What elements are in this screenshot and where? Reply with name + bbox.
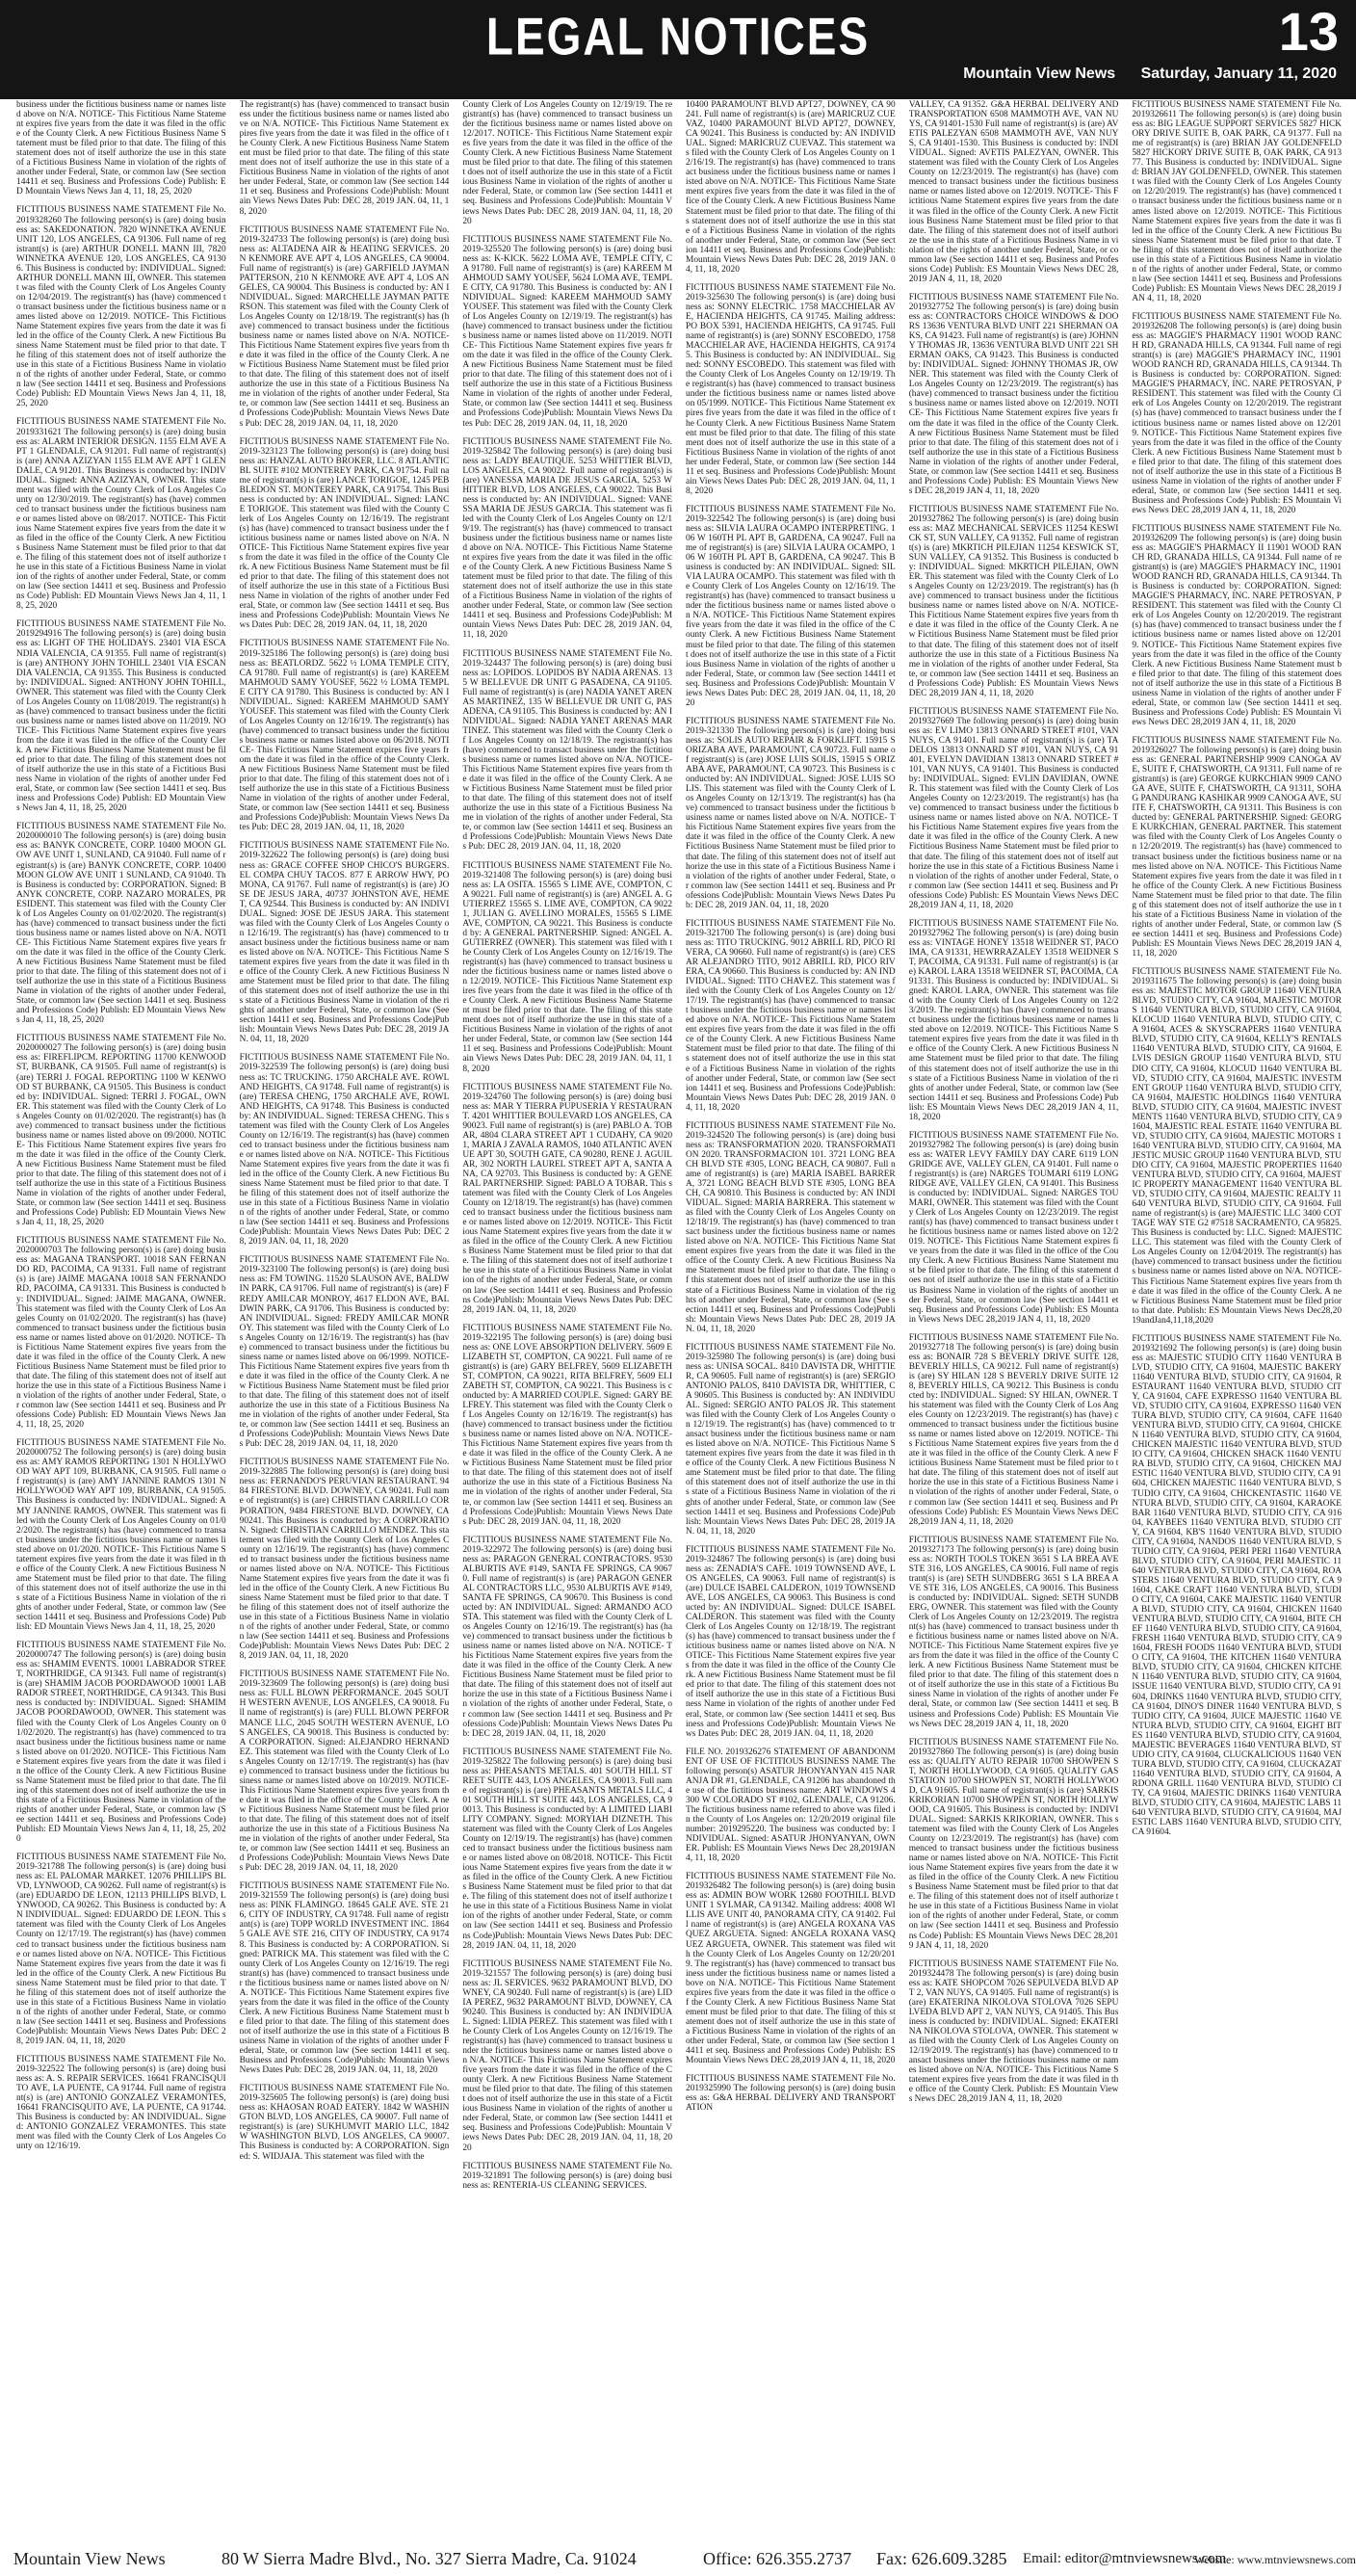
legal-notice: FICTITIOUS BUSINESS NAME STATEMENT File No. 2019-323609 The following person(s) is (are) doing business as: FULL BLOWN PERFORMANCE. 2045 SOUTH WESTERN AVENUE, LOS ANGELES, CA 90018. Full name of registrant(s) is (are) FULL BLOWN PERFORMANCE LLC, 2045 SOUTH WESTERN AVENUE, LOS ANGELES, CA 90018. This Business is conducted by: A CORPORATION. Signed: ALEJANDRO HERNANDEZ. This statement was filed with the County Clerk of Los Angeles County on 12/17/19. The registrant(s) has (have) commenced to transact business under the fictitious business name or names listed above on 10/2019. NOTICE- This Fictitious Name Statement expires five years from the date it was filed in the office of the County Clerk. A new Fictitious Business Name Statement must be filed prior to that date. The filing of this statement does not of itself authorize the use in this state of a Fictitious Business Name in violation of the rights of another under Federal, State, or common law (See section 14411 et seq. Business and Professions Code)Publish: Mountain Views News Dates Pub: DEC 28, 2019 JAN. 04, 11, 18, 2020 — [239, 1669, 450, 1874]
legal-notice: FICTITIOUS BUSINESS NAME STATEMENT File No. 2019-322972 The following person(s) is (are) doing business as: PARAGON GENERAL CONTRACTORS. 9530 ALBURTIS AVE #149, SANTA FE SPRINGS, CA 90670. Full name of registrant(s) is (are) PARAGON GENERAL CONTRACTORS LLC, 9530 ALBURTIS AVE #149, SANTA FE SPRINGS, CA 90670. This Business is conducted by: AN INDIVIDUAL. Signed: ARMANDO ACOSTA. This statement was filed with the County Clerk of Los Angeles County on 12/16/19. The registrant(s) has (have) commenced to transact business under the fictitious business name or names listed above on N/A. NOTICE- This Fictitious Name Statement expires five years from the date it was filed in the office of the County Clerk. A new Fictitious Business Name Statement must be filed prior to that date. The filing of this statement does not of itself authorize the use in this state of a Fictitious Business Name in violation of the rights of another under Federal, State, or common law (See section 14411 et seq. Business and Professions Code)Publish: Mountain Views News Dates Pub: DEC 28, 2019 JAN. 04, 11, 18, 2020 — [462, 1535, 673, 1739]
legal-notice: FICTITIOUS BUSINESS NAME STATEMENT File No. 2020000752 The following person(s) is (are) doing business as: AMY RAMOS REPORTING 1301 N HOLLYWOOD WAY APT 109, BURBANK, CA 91505. Full name of registrant(s) is (are) AMY JANNINE RAMOS 1301 N HOLLYWOOD WAY APT 109, BURBANK, CA 91505. This Business is conducted by: INDIVIDUAL. Signed: AMY JANNINE RAMOS, OWNER. This statement was filed with the County Clerk of Los Angeles County on 01/02/2020. The registrant(s) has (have) commenced to transact business under the fictitious business name or names listed above on 01/2020. NOTICE- This Fictitious Name Statement expires five years from the date it was filed in the office of the County Clerk. A new Fictitious Business Name Statement must be filed prior to that date. The filing of this statement does not of itself authorize the use in this state of a Fictitious Business Name in violation of the rights of another under Federal, State, or common law (See section 14411 et seq. Business and Professions Code) Publish: ED Mountain Views News Jan 4, 11, 18, 25, 2020 — [16, 1438, 226, 1633]
notice-column-3 — [462, 100, 672, 2536]
legal-notice: FICTITIOUS BUSINESS NAME STATEMENT File No. 2019-321788 The following person(s) is (are) doing business as: EL PALOMAR MARKET. 12076 PHILLIPS BLVD, LYNWOOD, CA 90262. Full name of registrant(s) is (are) EDUARDO DE LEON, 12113 PHILLIPS BLVD, LYNWOOD, CA 90262. This Business is conducted by: AN INDIVIDUAL. Signed: EDUARDO DE LEON. This statement was filed with the County Clerk of Los Angeles County on 12/17/19. The registrant(s) has (have) commenced to transact business under the fictitious business name or names listed above on N/A. NOTICE- This Fictitious Name Statement expires five years from the date it was filed in the office of the County Clerk. A new Fictitious Business Name Statement must be filed prior to that date. The filing of this statement does not of itself authorize the use in this state of a Fictitious Business Name in violation of the rights of another under Federal, State, or common law (See section 14411 et seq. Business and Professions Code)Publish: Mountain Views News Dates Pub: DEC 28, 2019 JAN. 04, 11, 18, 2020 — [16, 1853, 226, 2046]
legal-notice: FICTITIOUS BUSINESS NAME STATEMENT File No. 2019326611 The following person(s) is (are) doing business as: BIG LEAGUE SUPPORT SERVICES 5827 HICKORY DRIVE SUITE B, OAK PARK, CA 91377. Full name of registrant(s) is (are) BRIAN JAY GOLDENFELD 5827 HICKORY DRIVE SUITE B, OAK PARK, CA 91377. This Business is conducted by: INDIVIDUAL. Signed: BRIAN JAY GOLDENFELD, OWNER. This statement was filed with the County Clerk of Los Angeles County on 12/20/2019. The registrant(s) has (have) commenced to transact business under the fictitious business name or names listed above on 12/2019. NOTICE- This Fictitious Name Statement expires five years from the date it was filed in the office of the County Clerk. A new Fictitious Business Name Statement must be filed prior to that date. The filing of this statement does not of itself authorize the use in this state of a Fictitious Business Name in violation of the rights of another under Federal, State, or common law (See section 14411 et seq. Business and Professions Code) Publish: ES Mountain Views News DEC 28,2019 JAN 4, 11, 18, 2020 — [1132, 100, 1343, 303]
legal-notice: FICTITIOUS BUSINESS NAME STATEMENT File No. 2019-325186 The following person(s) is (are) doing business as: BEATLORDZ. 5622 ½ LOMA TEMPLE CITY, CA 91780. Full name of registrant(s) is (are) KAREEM MAHMOUD SAMY YOUSEF, 5622 ½ LOMA TEMPLE CITY CA 91780. This Business is conducted by: AN INDIVIDUAL. Signed: KAREEM MAHMOUD SAMY YOUSEF. This statement was filed with the County Clerk of Los Angeles County on 12/16/19. The registrant(s) has (have) commenced to transact business under the fictitious business name or names listed above on 06/2018. NOTICE- This Fictitious Name Statement expires five years from the date it was filed in the office of the County Clerk. A new Fictitious Business Name Statement must be filed prior to that date. The filing of this statement does not of itself authorize the use in this state of a Fictitious Business Name in violation of the rights of another under Federal, State, or common law (See section 14411 et seq. Business and Professions Code)Publish: Mountain Views News Dates Pub: DEC 28, 2019 JAN. 04, 11, 18, 2020 — [239, 639, 450, 833]
legal-notice: FICTITIOUS BUSINESS NAME STATEMENT File No. 2019326209 The following person(s) is (are) doing business as: MAGGIE'S PHARMACY II 11901 WOOD RANCH RD, GRANADA HILLS, CA 91344. Full name of registrant(s) is (are) MAGGIE'S PHARMACY INC, 11901 WOOD RANCH RD, GRANADA HILLS, CA 91344. This Business is conducted by: CORPORATION. Signed: MAGGIE'S PHARMACY, INC. NARE PETROSYAN, PRESIDENT. This statement was filed with the County Clerk of Los Angeles County on 12/20/2019. The registrant(s) has (have) commenced to transact business under the fictitious business name or names listed above on 12/2019. NOTICE- This Fictitious Name Statement expires five years from the date it was filed in the office of the County Clerk. A new Fictitious Business Name Statement must be filed prior to that date. The filing of this statement does not of itself authorize the use in this state of a Fictitious Business Name in violation of the rights of another under Federal, State, or common law (See section 14411 et seq. Business and Professions Code) Publish: ES Mountain Views News DEC 28,2019 JAN 4, 11, 18, 2020 — [1132, 523, 1343, 727]
legal-notice: The registrant(s) has (have) commenced to transact business under the fictitious business name or names listed above on N/A. NOTICE- This Fictitious Name Statement expires five years from the date it was filed in the office of the County Clerk. A new Fictitious Business Name Statement must be filed prior to that date. The filing of this statement does not of itself authorize the use in this state of a Fictitious Business Name in violation of the rights of another under Federal, State, or common law (See section 14411 et seq. Business and Professions Code)Publish: Mountain Views News Dates Pub: DEC 28, 2019 JAN. 04, 11, 18, 2020 — [239, 100, 450, 217]
legal-notice: FICTITIOUS BUSINESS NAME STATEMENT File No. 2019-324867 The following person(s) is (are) doing business as: ZENADIA'S CAFE. 1019 TOWNSEND AVE, LOS ANGELES, CA 90063. Full name of registrant(s) is (are) DULCE ISABEL CALDERON, 1019 TOWNSEND AVE, LOS ANGELES, CA 90063. This Business is conducted by: AN INDIVIDUAL. Signed: DULCE ISABEL CALDERON. This statement was filed with the County Clerk of Los Angeles County on 12/18/19. The registrant(s) has (have) commenced to transact business under the fictitious business name or names listed above on N/A. NOTICE- This Fictitious Name Statement expires five years from the date it was filed in the office of the County Clerk. A new Fictitious Business Name Statement must be filed prior to that date. The filing of this statement does not of itself authorize the use in this state of a Fictitious Business Name in violation of the rights of another under Federal, State, or common law (See section 14411 et seq. Business and Professions Code)Publish: Mountain Views News Dates Pub: DEC 28, 2019 JAN. 04, 11, 18, 2020 — [686, 1544, 896, 1739]
legal-notice: FICTITIOUS BUSINESS NAME STATEMENT File No. 2019-324437 The following person(s) is (are) doing business as: LOPIDOS. LOPIDOS BY NADIA ARENAS. 135 W BELLEVUE DR UNIT G PASADENA, CA 91105. Full name of registrant(s) is (are) NADIA YANET ARENAS MARTINEZ, 135 W BELLEVUE DR UNIT G, PASADENA, CA 91105. This Business is conducted by: AN INDIVIDUAL. Signed: NADIA YANET ARENAS MARTINEZ. This statement was filed with the County Clerk of Los Angeles County on 12/18/19. The registrant(s) has (have) commenced to transact business under the fictitious business name or names listed above on N/A. NOTICE- This Fictitious Name Statement expires five years from the date it was filed in the office of the County Clerk. A new Fictitious Business Name Statement must be filed prior to that date. The filing of this statement does not of itself authorize the use in this state of a Fictitious Business Name in violation of the rights of another under Federal, State, or common law (See section 14411 et seq. Business and Professions Code)Publish: Mountain Views News Dates Pub: DEC 28, 2019 JAN. 04, 11, 18, 2020 — [462, 648, 673, 853]
legal-notice: FICTITIOUS BUSINESS NAME STATEMENT File No. 2019325990 The following person(s) is (are) doing business as: G&A HERBAL DELIVERY AND TRANSPORTATION — [686, 2074, 896, 2114]
legal-notice: FICTITIOUS BUSINESS NAME STATEMENT File No. 2019-321408 The following person(s) is (are) doing business as: LA OSITA. 15565 S LIME AVE, COMPTON, CA 90221. Full name of registrant(s) is (are) ANGEL A. GUTIERREZ 15565 S. LIME AVE, COMPTON, CA 90221, JULIAN G. AVELLINO MORALES, 15565 S LIME AVE, COMPTON, CA 90221. This Business is conducted by: A GENERAL PARTNERSHIP. Signed: ANGEL A. GUTIERREZ (OWNER). This statement was filed with the County Clerk of Los Angeles County on 12/16/19. The registrant(s) has (have) commenced to transact business under the fictitious business name or names listed above on 12/2019. NOTICE- This Fictitious Name Statement expires five years from the date it was filed in the office of the County Clerk. A new Fictitious Business Name Statement must be filed prior to that date. The filing of this statement does not of itself authorize the use in this state of a Fictitious Business Name in violation of the rights of another under Federal, State, or common law (See section 14411 et seq. Business and Professions Code)Publish: Mountain Views News Dates Pub: DEC 28, 2019 JAN. 04, 11, 18, 2020 — [462, 860, 673, 1074]
notice-column-2 — [240, 100, 450, 2536]
legal-notice: 10400 PARAMOUNT BLVD APT27, DOWNEY, CA 90241. Full name of registrant(s) is (are) MARICRUZ CUEVAZ, 10400 PARAMOUNT BLVD APT27, DOWNEY, CA 90241. This Business is conducted by: AN INDIVIDUAL. Signed: MARICRUZ CUEVAZ. This statement was filed with the County Clerk of Los Angeles County on 12/16/19. The registrant(s) has (have) commenced to transact business under the fictitious business name or names listed above on N/A. NOTICE- This Fictitious Name Statement expires five years from the date it was filed in the office of the County Clerk. A new Fictitious Business Name Statement must be filed prior to that date. The filing of this statement does not of itself authorize the use in this state of a Fictitious Business Name in violation of the rights of another under Federal, State, or common law (See section 14411 et seq. Business and Professions Code)Publish: Mountain Views News Dates Pub: DEC 28, 2019 JAN. 04, 11, 18, 2020 — [686, 100, 896, 275]
issue-date: Saturday, January 11, 2020 — [1140, 66, 1337, 82]
legal-notice: FICTITIOUS BUSINESS NAME STATEMENT File No. 2019328260 The following person(s) is (are) doing business as: SAKEDONATION. 7820 WINNETKA AVENUE UNIT 120, LOS ANGELES, CA 91306. Full name of registrant(s) is (are) ARTHUR DONELL MANN III, 7820 WINNETKA AVENUE 120, LOS ANGELES, CA 91306. This Business is conducted by: INDIVIDUAL. Signed: ARTHUR DONELL MANN III, OWNER. This statement was filed with the County Clerk of Los Angeles County on 12/04/2019. The registrant(s) has (have) commenced to transact business under the fictitious business name or names listed above on 12/2019. NOTICE- This Fictitious Name Statement expires five years from the date it was filed in the office of the County Clerk. A new Fictitious Business Name Statement must be filed prior to that date. The filing of this statement does not of itself authorize the use in this state of a Fictitious Business Name in violation of the rights of another under Federal, State, or common law (See section 14411 et seq. Business and Professions Code) Publish: ED Mountain Views News Jan 4, 11, 18, 25, 2020 — [16, 205, 226, 409]
legal-notice: FICTITIOUS BUSINESS NAME STATEMENT File No. 2019327669 The following person(s) is (are) doing business as: EV LIMO 13813 ONNARD STREET #101, VAN NUYS, CA 91401. Full name of registrant(s) is (are) TADELOS 13813 ONNARD ST #101, VAN NUYS, CA 91401, EVELYN DAVIDIAN 13813 ONNARD STREET #101, VAN NUYS, CA 91401. This Business is conducted by: INDIVIDUAL. Signed: EVLIN DAVIDIAN, OWNER. This statement was filed with the County Clerk of Los Angeles County on 12/23/2019. The registrant(s) has (have) commenced to transact business under the fictitious business name or names listed above on N/A. NOTICE- This Fictitious Name Statement expires five years from the date it was filed in the office of the County Clerk. A new Fictitious Business Name Statement must be filed prior to that date. The filing of this statement does not of itself authorize the use in this state of a Fictitious Business Name in violation of the rights of another under Federal, State, or common law (See section 14411 et seq. Business and Professions Code) Publish: ES Mountain Views News DEC 28,2019 JAN 4, 11, 18, 2020 — [908, 706, 1119, 910]
legal-notice: FICTITIOUS BUSINESS NAME STATEMENT File No. 2019-322885 The following person(s) is (are) doing business as: FERNANDO'S PERUVIAN RESTAURANT. 9484 FIRESTONE BLVD. DOWNEY, CA 90241. Full name of registrant(s) is (are) CHRISTIAN CARRILLO CORPORATION, 9484 FIRESTONE BLVD. DOWNEY, CA 90241. This Business is conducted by: A CORPORATION. Signed: CHRISTIAN CARRILLO MENDEZ. This statement was filed with the County Clerk of Los Angeles County on 12/16/19. The registrant(s) has (have) commenced to transact business under the fictitious business name or names listed above on N/A. NOTICE- This Fictitious Name Statement expires five years from the date it was filed in the office of the County Clerk. A new Fictitious Business Name Statement must be filed prior to that date. The filing of this statement does not of itself authorize the use in this state of a Fictitious Business Name in violation of the rights of another under Federal, State, or common law (See section 14411 et seq. Business and Professions Code)Publish: Mountain Views News Dates Pub: DEC 28, 2019 JAN. 04, 11, 18, 2020 — [239, 1458, 450, 1662]
legal-notice: FICTITIOUS BUSINESS NAME STATEMENT File No. 2019-325630 The following person(s) is (are) doing business as: SONNY ELECTRIC. 1758 MACCHIELAR AVE, HACIENDA HEIGHTS, CA 91745. Mailing address: PO BOX 5391, HACIENDA HEIGHTS, CA 91745. Full name of registrant(s) is (are) SONNY ESCOBEDO, 1758 MACCHIELAR AVE, HACIENDA HEIGHTS, CA 91745. This Business is conducted by: AN INDIVIDUAL. Signed: SONNY ESCOBEDO. This statement was filed with the County Clerk of Los Angeles County on 12/19/19. The registrant(s) has (have) commenced to transact business under the fictitious business name or names listed above on 05/1999. NOTICE- This Fictitious Name Statement expires five years from the date it was filed in the office of the County Clerk. A new Fictitious Business Name Statement must be filed prior to that date. The filing of this statement does not of itself authorize the use in this state of a Fictitious Business Name in violation of the rights of another under Federal, State, or common law (See section 14411 et seq. Business and Professions Code)Publish: Mountain Views News Dates Pub: DEC 28, 2019 JAN. 04, 11, 18, 2020 — [686, 282, 896, 496]
legal-notice: FICTITIOUS BUSINESS NAME STATEMENT File No. 2019327962 The following person(s) is (are) doing business as: VINTAGE HONEY 13518 WEIDNER ST, PACOIMA, CA 91331, HEWRRAZALEY 13518 WEIDNER ST, PACOIMA, CA 91331. Full name of registrant(s) is (are) KAROL LARA 13518 WEIDNER ST, PACOIMA, CA 91331. This Business is conducted by: INDIVIDUAL. Signed: KAROL LARA, OWNER. This statement was filed with the County Clerk of Los Angeles County on 12/23/2019. The registrant(s) has (have) commenced to transact business under the fictitious business name or names listed above on 12/2019. NOTICE- This Fictitious Name Statement expires five years from the date it was filed in the office of the County Clerk. A new Fictitious Business Name Statement must be filed prior to that date. The filing of this statement does not of itself authorize the use in this state of a Fictitious Business Name in violation of the rights of another under Federal, State, or common law (See section 14411 et seq. Business and Professions Code) Publish: ES Mountain Views News DEC 28,2019 JAN 4, 11, 18, 2020 — [908, 918, 1119, 1122]
legal-notice: FICTITIOUS BUSINESS NAME STATEMENT File No. 2019-322195 The following person(s) is (are) doing business as: ONE LOVE ABSORPTION DELIVERY. 5609 ELIZABETH ST, COMPTON, CA 90221. Full name of registrant(s) is (are) GARY BELFREY, 5609 ELIZABETH ST, COMPTON, CA 90221, RITA BELFREY, 5609 ELIZABETH ST, COMPTON, CA 90221. This Business is conducted by: A MARRIED COUPLE. Signed: GARY BELFREY. This statement was filed with the County Clerk of Los Angeles County on 12/16/19. The registrant(s) has (have) commenced to transact business under the fictitious business name or names listed above on N/A. NOTICE- This Fictitious Name Statement expires five years from the date it was filed in the office of the County Clerk. A new Fictitious Business Name Statement must be filed prior to that date. The filing of this statement does not of itself authorize the use in this state of a Fictitious Business Name in violation of the rights of another under Federal, State, or common law (See section 14411 et seq. Business and Professions Code)Publish: Mountain Views News Dates Pub: DEC 28, 2019 JAN. 04, 11, 18, 2020 — [462, 1323, 673, 1527]
legal-notice: FICTITIOUS BUSINESS NAME STATEMENT File No. 2019327173 The following person(s) is (are) doing business as: NORTH TOOLS TOKEN 3651 S LA BREA AVE STE 316, LOS ANGELES, CA 90016. Full name of registrant(s) is (are) SETH SUNDBERG 3651 S LA BREA AVE STE 316, LOS ANGELES, CA 90016. This Business is conducted by: INDIVIDUAL. Signed: SETH SUNDBERG, OWNER. This statement was filed with the County Clerk of Los Angeles County on 12/23/2019. The registrant(s) has (have) commenced to transact business under the fictitious business name or names listed above on N/A. NOTICE- This Fictitious Name Statement expires five years from the date it was filed in the office of the County Clerk. A new Fictitious Business Name Statement must be filed prior to that date. The filing of this statement does not of itself authorize the use in this state of a Fictitious Business Name in violation of the rights of another under Federal, State, or common law (See section 14411 et seq. Business and Professions Code) Publish: ES Mountain Views News DEC 28,2019 JAN 4, 11, 18, 2020 — [908, 1535, 1119, 1729]
legal-notice: FICTITIOUS BUSINESS NAME STATEMENT File No. 2020000027 The following person(s) is (are) doing business as: FIREFLIPCM. REPORTING 11700 KENWOOD ST, BURBANK, CA 91505. Full name of registrant(s) is (are) TERRI J. FOGAL REPORTING 1100 W KENWOOD ST BURBANK, CA 91505. This Business is conducted by: INDIVIDUAL. Signed: TERRI J. FOGAL, OWNER. This statement was filed with the County Clerk of Los Angeles County on 01/02/2020. The registrant(s) has (have) commenced to transact business under the fictitious business name or names listed above on 09/2000. NOTICE- This Fictitious Name Statement expires five years from the date it was filed in the office of the County Clerk. A new Fictitious Business Name Statement must be filed prior to that date. The filing of this statement does not of itself authorize the use in this state of a Fictitious Business Name in violation of the rights of another under Federal, State, or common law (See section 14411 et seq. Business and Professions Code) Publish: ED Mountain Views News Jan 4, 11, 18, 25, 2020 — [16, 1034, 226, 1228]
legal-notice: FICTITIOUS BUSINESS NAME STATEMENT File No. 2019-324733 The following person(s) is (are) doing business as: ALTADENA AIR & HEATING SERVICES. 20 N KENMORE AVE APT 4, LOS ANGELES, CA 90004. Full name of registrant(s) is (are) GARFIELD JAYMAN PATTERSON, 210 N KENMORE AVE APT 4, LOS ANGELES, CA 90004. This Business is conducted by: AN INDIVIDUAL. Signed: MARCHELLE JAYMAN PATTERSON. This statement was filed with the County Clerk of Los Angeles County on 12/18/19. The registrant(s) has (have) commenced to transact business under the fictitious business name or names listed above on N/A. NOTICE- This Fictitious Name Statement expires five years from the date it was filed in the office of the County Clerk. A new Fictitious Business Name Statement must be filed prior to that date. The filing of this statement does not of itself authorize the use in this state of a Fictitious Business Name in violation of the rights of another under Federal, State, or common law (See section 14411 et seq. Business and Professions Code)Publish: Mountain Views News Dates Pub: DEC 28, 2019 JAN. 04, 11, 18, 2020 — [239, 224, 450, 429]
section-title: LEGAL NOTICES — [485, 7, 871, 66]
masthead-banner — [0, 0, 1356, 99]
notice-column-5 — [909, 100, 1119, 2536]
footer-website[interactable]: Website: www.mtnviewsnews.com — [1194, 2553, 1356, 2566]
legal-notice: FICTITIOUS BUSINESS NAME STATEMENT File No. 2019-322522 The following person(s) is (are) doing business as: A. S. REPAIR SERVICES. 16641 FRANCISQUITO AVE, LA PUENTE, CA 91744. Full name of registrant(s) is (are) ANTONIO GONZALEZ VERAMONTES, 16641 FRANCISQUITO AVE, LA PUENTE, CA 91744. This Business is conducted by: AN INDIVIDUAL. Signed: ANTONIO GONZALEZ VERAMONTES. This statement was filed with the County Clerk of Los Angeles County on 12/16/19. — [16, 2055, 226, 2152]
legal-notice: FICTITIOUS BUSINESS NAME STATEMENT File No. 2019327718 The following person(s) is (are) doing business as: BONAIR 728 S BEVERLY DRIVE SUITE 128, BEVERLY HILLS, CA 90212. Full name of registrant(s) is (are) SY HILAN 128 S BEVERLY DRIVE SUITE 128, BEVERLY HILLS, CA 90212. This Business is conducted by: INDIVIDUAL. Signed: SY HILAN, OWNER. This statement was filed with the County Clerk of Los Angeles County on 12/23/2019. The registrant(s) has (have) commenced to transact business under the fictitious business name or names listed above on 12/2019. NOTICE- This Fictitious Name Statement expires five years from the date it was filed in the office of the County Clerk. A new Fictitious Business Name Statement must be filed prior to that date. The filing of this statement does not of itself authorize the use in this state of a Fictitious Business Name in violation of the rights of another under Federal, State, or common law (See section 14411 et seq. Business and Professions Code) Publish: ES Mountain Views News DEC 28,2019 JAN 4, 11, 18, 2020 — [908, 1332, 1119, 1527]
legal-notice: FICTITIOUS BUSINESS NAME STATEMENT File No. 2019311675 The following person(s) is (are) doing business as: MAJESTIC MOTOR GROUP 11640 VENTURA BLVD, STUDIO CITY, CA 91604, MAJESTIC MOTORS 11640 VENTURA BLVD, STUDIO CITY, CA 91604, KLOCUD 11640 VENTURA BLVD, STUDIO CITY, CA 91604, ACES & SKYSCRAPERS 11640 VENTURA BLVD, STUDIO CITY, CA 91604, KELLY'S RENTALS 11640 VENTURA BLVD, STUDIO CITY, CA 91604, ELVIS DESIGN GROUP 11640 VENTURA BLVD, STUDIO CITY, CA 91604, KLOCUD 11640 VENTURA BLVD, STUDIO CITY, CA 91604, MAJESTIC INVESTMENT GROUP 11640 VENTURA BLVD, STUDIO CITY, CA 91604, MAJESTIC HOLDINGS 11640 VENTURA BLVD, STUDIO CITY, CA 91604, MAJESTIC INVESTMENTS 11640 VENTURA BLVD, STUDIO CITY, CA 91604, MAJESTIC REAL ESTATE 11640 VENTURA BLVD, STUDIO CITY, CA 91604, MAJESTIC MOTORS 11640 VENTURA BLVD, STUDIO CITY, CA 91604, MAJESTIC MUSIC GROUP 11640 VENTURA BLVD, STUDIO CITY, CA 91604, MAJESTIC PROPERTIES 11640 VENTURA BLVD, STUDIO CITY, CA 91604, MAJESTIC PROPERTY MANAGEMENT 11640 VENTURA BLVD, STUDIO CITY, CA 91604, MAJESTIC REALTY 11640 VENTURA BLVD, STUDIO CITY, CA 91604. Full name of registrant(s) is (are) MAJESTIC LLC 3400 COTTAGE WAY STE G2 #7518 SACRAMENTO, CA 95825. This Business is conducted by: LLC. Signed: MAJESTIC LLC. This statement was filed with the County Clerk of Los Angeles County on 12/04/2019. The registrant(s) has (have) commenced to transact business under the fictitious business name or names listed above on N/A. NOTICE- This Fictitious Name Statement expires five years from the date it was filed in the office of the County Clerk. A new Fictitious Business Name Statement must be filed prior to that date. Publish: ES Mountain Views News Dec28,2019andJan4,11,18,2020 — [1132, 967, 1343, 1326]
legal-notice: FICTITIOUS BUSINESS NAME STATEMENT File No. 2019-322542 The following person(s) is (are) doing business as: SILVIA LAURA OCAMPO INTERPRETING. 106 W 160TH PL APT B, GARDENA, CA 90247. Full name of registrant(s) is (are) SILVIA LAURA OCAMPO, 106 W 160TH PL APT B, GARDENA, CA 90247. This Business is conducted by: AN INDIVIDUAL. Signed: SILVIA LAURA OCAMPO. This statement was filed with the County Clerk of Los Angeles County on 12/16/19. The registrant(s) has (have) commenced to transact business under the fictitious business name or names listed above on N/A. NOTICE- This Fictitious Name Statement expires five years from the date it was filed in the office of the County Clerk. A new Fictitious Business Name Statement must be filed prior to that date. The filing of this statement does not of itself authorize the use in this state of a Fictitious Business Name in violation of the rights of another under Federal, State, or common law (See section 14411 et seq. Business and Professions Code)Publish: Mountain Views News Dates Pub: DEC 28, 2019 JAN. 04, 11, 18, 2020 — [686, 504, 896, 708]
legal-notice: FICTITIOUS BUSINESS NAME STATEMENT File No. 2019331621 The following person(s) is (are) doing business as: ALARM INTERIOR DESIGN. 1155 ELM AVE APT 1 GLENDALE, CA 91201. Full name of registrant(s) is (are) ANNA AZIZYAN 1155 ELM AVE APT 1 GLENDALE, CA 91201. This Business is conducted by: INDIVIDUAL. Signed: ANNA AZIZYAN, OWNER. This statement was filed with the County Clerk of Los Angeles County on 12/30/2019. The registrant(s) has (have) commenced to transact business under the fictitious business name or names listed above on 08/2017. NOTICE- This Fictitious Name Statement expires five years from the date it was filed in the office of the County Clerk. A new Fictitious Business Name Statement must be filed prior to that date. The filing of this statement does not of itself authorize the use in this state of a Fictitious Business Name in violation of the rights of another under Federal, State, or common law (See section 14411 et seq. Business and Professions Code) Publish: ED Mountain Views News Jan 4, 11, 18, 25, 2020 — [16, 417, 226, 612]
legal-notice: FICTITIOUS BUSINESS NAME STATEMENT File No. 2019-321700 The following person(s) is (are) doing business as: TITO TRUCKING. 9012 ABRILL RD, PICO RIVERA, CA 90660. Full name of registrant(s) is (are) CESAR ALEJANDRO TITO, 9012 ABRILL RD, PICO RIVERA, CA 90660. This Business is conducted by: AN INDIVIDUAL. Signed: TITO CHAVEZ. This statement was filed with the County Clerk of Los Angeles County on 12/17/19. The registrant(s) has (have) commenced to transact business under the fictitious business name or names listed above on N/A. NOTICE- This Fictitious Name Statement expires five years from the date it was filed in the office of the County Clerk. A new Fictitious Business Name Statement must be filed prior to that date. The filing of this statement does not of itself authorize the use in this state of a Fictitious Business Name in violation of the rights of another under Federal, State, or common law (See section 14411 et seq. Business and Professions Code)Publish: Mountain Views News Dates Pub: DEC 28, 2019 JAN. 04, 11, 18, 2020 — [686, 918, 896, 1113]
notice-column-4 — [686, 100, 896, 2536]
footer-paper-name: Mountain View News — [13, 2549, 166, 2568]
legal-notice: FICTITIOUS BUSINESS NAME STATEMENT File No. 2019326482 The following person(s) is (are) doing business as: ADMIN BOW WORK 12680 FOOTHILL BLVD UNIT 1 SYLMAR, CA 91342. Mailing address: 4008 WILLIS AVE UNIT 40, PANORAMA CITY, CA 91402. Full name of registrant(s) is (are) ANGELA ROXANA VASQUEZ ARGUETA. Signed: ANGELA ROXANA VASQUEZ ARGUETA, OWNER. This statement was filed with the County Clerk of Los Angeles County on 12/20/2019. The registrant(s) has (have) commenced to transact business under the fictitious business name or names listed above on N/A. NOTICE- This Fictitious Name Statement expires five years from the date it was filed in the office of the County Clerk. A new Fictitious Business Name Statement must be filed prior to that date. The filing of this statement does not of itself authorize the use in this state of a Fictitious Business Name in violation of the rights of another under Federal, State, or common law (See section 14411 et seq. Business and Professions Code) Publish: ES Mountain Views News DEC 28,2019 JAN 4, 11, 18, 2020 — [686, 1872, 896, 2066]
legal-notice: FICTITIOUS BUSINESS NAME STATEMENT File No. 2019-325605 The following person(s) is (are) doing business as: KHAOSAN ROAD EATERY. 1842 W WASHINGTON BLVD, LOS ANGELES, CA 90007. Full name of registrant(s) is (are) SUKHUMVIT MARIO LLC, 1842 W WASHINGTON BLVD, LOS ANGELES, CA 90007. This Business is conducted by: A CORPORATION. Signed: S. WIDJAJA. This statement was filed with the — [239, 2084, 450, 2162]
legal-notice: FICTITIOUS BUSINESS NAME STATEMENT File No. 2019-323123 The following person(s) is (are) doing business as: HANZAL AUTO BROKER, LLC. 8 ATLANTIC BL SUITE #102 MONTEREY PARK, CA 91754. Full name of registrant(s) is (are) LANCE TORIGOE, 1245 PEBBLEDON ST. MONTEREY PARK, CA 91754. This Business is conducted by: AN INDIVIDUAL. Signed: LANCE TORIGOE. This statement was filed with the County Clerk of Los Angeles County on 12/16/19. The registrant(s) has (have) commenced to transact business under the fictitious business name or names listed above on N/A. NOTICE- This Fictitious Name Statement expires five years from the date it was filed in the office of the County Clerk. A new Fictitious Business Name Statement must be filed prior to that date. The filing of this statement does not of itself authorize the use in this state of a Fictitious Business Name in violation of the rights of another under Federal, State, or common law (See section 14411 et seq. Business and Professions Code)Publish: Mountain Views News Dates Pub: DEC 28, 2019 JAN. 04, 11, 18, 2020 — [239, 436, 450, 631]
legal-notice: FICTITIOUS BUSINESS NAME STATEMENT File No. 2019324478 The following person(s) is (are) doing business as: KATE SHOPCOM 7026 SEPULVEDA BLVD APT 2, VAN NUYS, CA 91405. Full name of registrant(s) is (are) EKATERINA NIKOLOVA STOLOVA 7026 SEPULVEDA BLVD APT 2, VAN NUYS, CA 91405. This Business is conducted by: INDIVIDUAL. Signed: EKATERINA NIKOLOVA STOLOVA, OWNER. This statement was filed with the County Clerk of Los Angeles County on 12/19/2019. The registrant(s) has (have) commenced to transact business under the fictitious business name or names listed above on N/A. NOTICE- This Fictitious Name Statement expires five years from the date it was filed in the office of the County Clerk. Publish: ES Mountain Views News DEC 28,2019 JAN 4, 11, 18, 2020 — [908, 1958, 1119, 2105]
notice-column-6 — [1132, 100, 1342, 2536]
legal-notice: FICTITIOUS BUSINESS NAME STATEMENT File No. 2019-325980 The following person(s) is (are) doing business as: UNISA SOCAL. 8410 DAVISTA DR, WHITTIER, CA 90605. Full name of registrant(s) is (are) SERGIO ANTONIO PALOS, 8410 DAVISTA DR, WHITTIER, CA 90605. This Business is conducted by: AN INDIVIDUAL. Signed: SERGIO ANTO PALOS JR. This statement was filed with the County Clerk of Los Angeles County on 12/19/19. The registrant(s) has (have) commenced to transact business under the fictitious business name or names listed above on N/A. NOTICE- This Fictitious Name Statement expires five years from the date it was filed in the office of the County Clerk. A new Fictitious Business Name Statement must be filed prior to that date. The filing of this statement does not of itself authorize the use in this state of a Fictitious Business Name in violation of the rights of another under Federal, State, or common law (See section 14411 et seq. Business and Professions Code)Publish: Mountain Views News Dates Pub: DEC 28, 2019 JAN. 04, 11, 18, 2020 — [686, 1342, 896, 1537]
legal-notice: FICTITIOUS BUSINESS NAME STATEMENT File No. 2020000703 The following person(s) is (are) doing business as: MAGANA TRANSPORT. 10018 SAN FERNANDO RD, PACOIMA, CA 91331. Full name of registrant(s) is (are) JAIME MAGANA 10018 SAN FERNANDO RD, PACOIMA, CA 91331. This Business is conducted by: INDIVIDUAL. Signed: JAIME MAGANA, OWNER. This statement was filed with the County Clerk of Los Angeles County on 01/02/2020. The registrant(s) has (have) commenced to transact business under the fictitious business name or names listed above on 01/2020. NOTICE- This Fictitious Name Statement expires five years from the date it was filed in the office of the County Clerk. A new Fictitious Business Name Statement must be filed prior to that date. The filing of this statement does not of itself authorize the use in this state of a Fictitious Business Name in violation of the rights of another under Federal, State, or common law (See section 14411 et seq. Business and Professions Code) Publish: ED Mountain Views News Jan 4, 11, 18, 25, 2020 — [16, 1236, 226, 1431]
legal-notice: FICTITIOUS BUSINESS NAME STATEMENT File No. 2019-323100 The following person(s) is (are) doing business as: FM TOWING. 11520 SLAUSON AVE, BALDWIN PARK, CA 91706. Full name of registrant(s) is (are) FREDY AMILCAR MONROY, 4617 ELDON AVE, BALDWIN PARK, CA 91706. This Business is conducted by: AN INDIVIDUAL. Signed: FREDY AMILCAR MONROY. This statement was filed with the County Clerk of Los Angeles County on 12/16/19. The registrant(s) has (have) commenced to transact business under the fictitious business name or names listed above on 06/1999. NOTICE- This Fictitious Name Statement expires five years from the date it was filed in the office of the County Clerk. A new Fictitious Business Name Statement must be filed prior to that date. The filing of this statement does not of itself authorize the use in this state of a Fictitious Business Name in violation of the rights of another under Federal, State, or common law (See section 14411 et seq. Business and Professions Code)Publish: Mountain Views News Dates Pub: DEC 28, 2019 JAN. 04, 11, 18, 2020 — [239, 1255, 450, 1450]
legal-notice: FICTITIOUS BUSINESS NAME STATEMENT File No. 2019327982 The following person(s) is (are) doing business as: WATER LEVY FAMILY DAY CARE 6119 LONGRIDGE AVE, VALLEY GLEN, CA 91401. Full name of registrant(s) is (are) NARGES TOUMARI 6119 LONGRIDGE AVE, VALLEY GLEN, CA 91401. This Business is conducted by: INDIVIDUAL. Signed: NARGES TOUMARI, OWNER. This statement was filed with the County Clerk of Los Angeles County on 12/23/2019. The registrant(s) has (have) commenced to transact business under the fictitious business name or names listed above on 12/2019. NOTICE- This Fictitious Name Statement expires five years from the date it was filed in the office of the County Clerk. A new Fictitious Business Name Statement must be filed prior to that date. The filing of this statement does not of itself authorize the use in this state of a Fictitious Business Name in violation of the rights of another under Federal, State, or common law (See section 14411 et seq. Business and Professions Code) Publish: ES Mountain Views News DEC 28,2019 JAN 4, 11, 18, 2020 — [908, 1130, 1119, 1325]
legal-notice: FICTITIOUS BUSINESS NAME STATEMENT File No. 2019-324760 The following person(s) is (are) doing business as: MAR Y TIERRA PUPUSERIA Y RESTAURANT. 4201 WHITTIER BOULEVARD LOS ANGELES, CA 90023. Full name of registrant(s) is (are) PABLO A. TOBAR, 4804 CLARA STREET APT 1 CUDAHY, CA 90201, MARIA J ZAVALA RAMOS, 1040 ATLANTIC AVENUE APT 30, SOUTH GATE, CA 90280, RENE J. AGUILAR, 302 NORTH LAUREL STREET APT A, SANTA ANA, CA 92703. This Business is conducted by: A GENERAL PARTNERSHIP. Signed: PABLO A TOBAR. This statement was filed with the County Clerk of Los Angeles County on 12/18/19. The registrant(s) has (have) commenced to transact business under the fictitious business name or names listed above on 12/2019. NOTICE- This Fictitious Name Statement expires five years from the date it was filed in the office of the County Clerk. A new Fictitious Business Name Statement must be filed prior to that date. The filing of this statement does not of itself authorize the use in this state of a Fictitious Business Name in violation of the rights of another under Federal, State, or common law (See section 14411 et seq. Business and Professions Code)Publish: Mountain Views News Dates Pub: DEC 28, 2019 JAN. 04, 11, 18, 2020 — [462, 1082, 673, 1315]
page-number: 13 — [1278, 1, 1339, 62]
legal-notice: VALLEY, CA 91352. G&A HERBAL DELIVERY AND TRANSPORTATION 6508 MAMMOTH AVE, VAN NUYS, CA 91401-1530 Full name of registrant(s) is (are) AVETIS PALEZYAN 6508 MAMMOTH AVE, VAN NUYS, CA 91401-1530. This Business is conducted by: INDIVIDUAL. Signed: AVETIS PALEZYAN, OWNER. This statement was filed with the County Clerk of Los Angeles County on 12/23/2019. The registrant(s) has (have) commenced to transact business under the fictitious business name or names listed above on 12/2019. NOTICE- This Fictitious Name Statement expires five years from the date it was filed in the office of the County Clerk. A new Fictitious Business Name Statement must be filed prior to that date. The filing of this statement does not of itself authorize the use in this state of a Fictitious Business Name in violation of the rights of another under Federal, State, or common law (See section 14411 et seq. Business and Professions Code) Publish: ES Mountain Views News DEC 28,2019 JAN 4, 11, 18, 2020 — [908, 100, 1119, 284]
footer-email[interactable]: Email: editor@mtnviewsnews.com — [1023, 2551, 1227, 2566]
legal-notice: FILE NO. 2019326276 STATEMENT OF ABANDONMENT OF USE OF FICTITIOUS BUSINESS NAME The following person(s) ASATUR JHONYANYAN 415 NARANJA DR #1, GLENDALE, CA 91206 has abandoned the use of the fictitious business name: ART WINDOWS 4300 W COLORADO ST #102, GLENDALE, CA 91206. The fictitious business name referred to above was filed in the County of Los Angeles on: 12/20/2019 original file number: 2019295220. The business was conducted by: INDIVIDUAL. Signed: ASATUR JHONYANYAN, OWNER. Publish: ES Mountain Views News Dec 28,2019JAN 4, 11, 18, 2020 — [686, 1747, 896, 1864]
legal-notice: County Clerk of Los Angeles County on 12/19/19. The registrant(s) has (have) commenced to transact business under the fictitious business name or names listed above on 12/2017. NOTICE- This Fictitious Name Statement expires five years from the date it was filed in the office of the County Clerk. A new Fictitious Business Name Statement must be filed prior to that date. The filing of this statement does not of itself authorize the use in this state of a Fictitious Business Name in violation of the rights of another under Federal, State, or common law (See section 14411 et seq. Business and Professions Code)Publish: Mountain Views News Dates Pub: DEC 28, 2019 JAN. 04, 11, 18, 2020 — [462, 100, 673, 226]
legal-notice: FICTITIOUS BUSINESS NAME STATEMENT File No. 2020000010 The following person(s) is (are) doing business as: BANYK CONCRETE, CORP. 10400 MOON GLOW AVE UNIT 1, SUNLAND, CA 91040. Full name of registrant(s) is (are) BANYK CONCRETE, CORP. 10400 MOON GLOW AVE UNIT 1 SUNLAND, CA 91040. This Business is conducted by: CORPORATION. Signed: BANYK CONCRETE, CORP. NAZARO MORALES, PRESIDENT. This statement was filed with the County Clerk of Los Angeles County on 01/02/2020. The registrant(s) has (have) commenced to transact business under the fictitious business name or names listed above on N/A. NOTICE- This Fictitious Name Statement expires five years from the date it was filed in the office of the County Clerk. A new Fictitious Business Name Statement must be filed prior to that date. The filing of this statement does not of itself authorize the use in this state of a Fictitious Business Name in violation of the rights of another under Federal, State, or common law (See section 14411 et seq. Business and Professions Code) Publish: ED Mountain Views News Jan 4, 11, 18, 25, 2020 — [16, 822, 226, 1026]
footer-office-phone: Office: 626.355.2737 — [703, 2549, 852, 2568]
page-footer — [0, 2543, 1356, 2576]
legal-notice: FICTITIOUS BUSINESS NAME STATEMENT File No. 2019-321330 The following person(s) is (are) doing business as: SOLIS AUTO REPAIR & FORKLIFT. 15915 S ORIZABA AVE, PARAMOUNT, CA 90723. Full name of registrant(s) is (are) JOSE LUIS SOLIS, 15915 S ORIZABA AVE, PARAMOUNT, CA 90723. This Business is conducted by: AN INDIVIDUAL. Signed: JOSE LUIS SOLIS. This statement was filed with the County Clerk of Los Angeles County on 12/13/19. The registrant(s) has (have) commenced to transact business under the fictitious business name or names listed above on N/A. NOTICE- This Fictitious Name Statement expires five years from the date it was filed in the office of the County Clerk. A new Fictitious Business Name Statement must be filed prior to that date. The filing of this statement does not of itself authorize the use in this state of a Fictitious Business Name in violation of the rights of another under Federal, State, or common law (See section 14411 et seq. Business and Professions Code)Publish: Mountain Views News Dates Pub: DEC 28, 2019 JAN. 04, 11, 18, 2020 — [686, 716, 896, 910]
legal-notice: FICTITIOUS BUSINESS NAME STATEMENT File No. 2019-325842 The following person(s) is (are) doing business as: LADY BEAUTIQUE. 5253 WHITTIER BLVD, LOS ANGELES, CA 90022. Full name of registrant(s) is (are) VANESSA MARIA DE JESUS GARCIA, 5253 WHITTIER BLVD, LOS ANGELES, CA 90022. This Business is conducted by: AN INDIVIDUAL. Signed: VANESSA MARIA DE JESUS GARCIA. This statement was filed with the County Clerk of Los Angeles County on 12/19/19. The registrant(s) has (have) commenced to transact business under the fictitious business name or names listed above on N/A. NOTICE- This Fictitious Name Statement expires five years from the date it was filed in the office of the County Clerk. A new Fictitious Business Name Statement must be filed prior to that date. The filing of this statement does not of itself authorize the use in this state of a Fictitious Business Name in violation of the rights of another under Federal, State, or common law (See section 14411 et seq. Business and Professions Code)Publish: Mountain Views News Dates Pub: DEC 28, 2019 JAN. 04, 11, 18, 2020 — [462, 436, 673, 641]
legal-notice: FICTITIOUS BUSINESS NAME STATEMENT File No. 2019-322539 The following person(s) is (are) doing business as: TC TRUCKING. 1750 ARCHALE AVE. ROWLAND HEIGHTS, CA 91748. Full name of registrant(s) is (are) TERESA CHENG, 1750 ARCHALE AVE, ROWLAND HEIGHTS, CA 91748. This Business is conducted by: AN INDIVIDUAL. Signed: TERESA CHENG. This statement was filed with the County Clerk of Los Angeles County on 12/16/19. The registrant(s) has (have) commenced to transact business under the fictitious business name or names listed above on N/A. NOTICE- This Fictitious Name Statement expires five years from the date it was filed in the office of the County Clerk. A new Fictitious Business Name Statement must be filed prior to that date. The filing of this statement does not of itself authorize the use in this state of a Fictitious Business Name in violation of the rights of another under Federal, State, or common law (See section 14411 et seq. Business and Professions Code)Publish: Mountain Views News Dates Pub: DEC 28, 2019 JAN. 04, 11, 18, 2020 — [239, 1053, 450, 1248]
publication-name: Mountain View News — [963, 66, 1116, 82]
legal-notice: FICTITIOUS BUSINESS NAME STATEMENT File No. 2019-322622 The following person(s) is (are) doing business as: GRACE COFFEE SHOP CHICO'S BURGERS. EL COMPA CHUY TACOS. 877 E ARROW HWY, POMONA, CA 91767. Full name of registrant(s) is (are) JOSE DE JESUS JARA, 40737 JOHNSTON AVE, HEMET, CA 92544. This Business is conducted by: AN INDIVIDUAL. Signed: JOSE DE JESUS JARA. This statement was filed with the County Clerk of Los Angeles County on 12/16/19. The registrant(s) has (have) commenced to transact business under the fictitious business name or names listed above on N/A. NOTICE- This Fictitious Name Statement expires five years from the date it was filed in the office of the County Clerk. A new Fictitious Business Name Statement must be filed prior to that date. The filing of this statement does not of itself authorize the use in this state of a Fictitious Business Name in violation of the rights of another under Federal, State, or common law (See section 14411 et seq. Business and Professions Code)Publish: Mountain Views News Dates Pub: DEC 28, 2019 JAN. 04, 11, 18, 2020 — [239, 841, 450, 1045]
masthead-subline — [942, 66, 1337, 83]
legal-notice: FICTITIOUS BUSINESS NAME STATEMENT File No. 2020000747 The following person(s) is (are) doing business as: SHAMIM EVENTS. 10001 LABRADOR STREET, NORTHRIDGE, CA 91343. Full name of registrant(s) is (are) SHAMIM JACOB POORDAWOOD 10001 LABRADOR STREET, NORTHRIDGE, CA 91343. This Business is conducted by: INDIVIDUAL. Signed: SHAMIM JACOB POORDAWOOD, OWNER. This statement was filed with the County Clerk of Los Angeles County on 01/02/2020. The registrant(s) has (have) commenced to transact business under the fictitious business name or names listed above on 01/2020. NOTICE- This Fictitious Name Statement expires five years from the date it was filed in the office of the County Clerk. A new Fictitious Business Name Statement must be filed prior to that date. The filing of this statement does not of itself authorize the use in this state of a Fictitious Business Name in violation of the rights of another under Federal, State, or common law (See section 14411 et seq. Business and Professions Code) Publish: ED Mountain Views News Jan 4, 11, 18, 25, 2020 — [16, 1641, 226, 1845]
legal-notice: FICTITIOUS BUSINESS NAME STATEMENT File No. 2019-321559 The following person(s) is (are) doing business as: PINK FLAMINGO. 18645 GALE AVE. STE 216, CITY OF INDUSTRY, CA 91748. Full name of registrant(s) is (are) TOPP WORLD INVESTMENT INC. 18645 GALE AVE STE 216, CITY OF INDUSTRY, CA 91748. This Business is conducted by: A CORPORATION. Signed: PATRICK MA. This statement was filed with the County Clerk of Los Angeles County on 12/16/19. The registrant(s) has (have) commenced to transact business under the fictitious business name or names listed above on N/A. NOTICE- This Fictitious Name Statement expires five years from the date it was filed in the office of the County Clerk. A new Fictitious Business Name Statement must be filed prior to that date. The filing of this statement does not of itself authorize the use in this state of a Fictitious Business Name in violation of the rights of another under Federal, State, or common law (See section 14411 et seq. Business and Professions Code)Publish: Mountain Views News Dates Pub: DEC 28, 2019 JAN. 04, 11, 18, 2020 — [239, 1881, 450, 2076]
legal-notice: FICTITIOUS BUSINESS NAME STATEMENT File No. 2019294916 The following person(s) is (are) doing business as: LIGHT OF THE HOLIDAYS. 23401 VIA ESCANDIA VALENCIA, CA 91355. Full name of registrant(s) is (are) ANTHONY JOHN TOHILL 23401 VIA ESCANDIA VALENCIA, CA 91355. This Business is conducted by: INDIVIDUAL. Signed: ANTHONY JOHN TOHILL, OWNER. This statement was filed with the County Clerk of Los Angeles County on 11/08/2019. The registrant(s) has (have) commenced to transact business under the fictitious business name or names listed above on 11/2019. NOTICE- This Fictitious Name Statement expires five years from the date it was filed in the office of the County Clerk. A new Fictitious Business Name Statement must be filed prior to that date. The filing of this statement does not of itself authorize the use in this state of a Fictitious Business Name in violation of the rights of another under Federal, State, or common law (See section 14411 et seq. Business and Professions Code) Publish: ED Mountain Views News Jan 4, 11, 18, 25, 2020 — [16, 619, 226, 814]
legal-notice: FICTITIOUS BUSINESS NAME STATEMENT File No. 2019327752 The following person(s) is (are) doing business as: CONTRACTORS CHOICE WINDOWS & DOORS 13636 VENTURA BLVD UNIT 221 SHERMAN OAKS, CA 91423. Full name of registrant(s) is (are) JOHNNY THOMAS JR, 13636 VENTURA BLVD UNIT 221 SHERMAN OAKS, CA 91423. This Business is conducted by: INDIVIDUAL. Signed: JOHNNY THOMAS JR, OWNER. This statement was filed with the County Clerk of Los Angeles County on 12/23/2019. The registrant(s) has (have) commenced to transact business under the fictitious business name or names listed above on 12/2019. NOTICE- This Fictitious Name Statement expires five years from the date it was filed in the office of the County Clerk. A new Fictitious Business Name Statement must be filed prior to that date. The filing of this statement does not of itself authorize the use in this state of a Fictitious Business Name in violation of the rights of another under Federal, State, or common law (See section 14411 et seq. Business and Professions Code) Publish: ES Mountain Views News DEC 28,2019 JAN 4, 11, 18, 2020 — [908, 292, 1119, 496]
legal-notice: FICTITIOUS BUSINESS NAME STATEMENT File No. 2019-321891 The following person(s) is (are) doing business as: RENTERIA-US CLEANING SERVICES. — [462, 2161, 673, 2191]
legal-notice: FICTITIOUS BUSINESS NAME STATEMENT File No. 2019326208 The following person(s) is (are) doing business as: MAGGIE'S PHARMACY 11901 WOOD RANCH RD, GRANADA HILLS, CA 91344. Full name of registrant(s) is (are) MAGGIE'S PHARMACY INC, 11901 WOOD RANCH RD, GRANADA HILLS, CA 91344. This Business is conducted by: CORPORATION. Signed: MAGGIE'S PHARMACY, INC. NARE PETROSYAN, PRESIDENT. This statement was filed with the County Clerk of Los Angeles County on 12/20/2019. The registrant(s) has (have) commenced to transact business under the fictitious business name or names listed above on 12/2019. NOTICE- This Fictitious Name Statement expires five years from the date it was filed in the office of the County Clerk. A new Fictitious Business Name Statement must be filed prior to that date. The filing of this statement does not of itself authorize the use in this state of a Fictitious Business Name in violation of the rights of another under Federal, State, or common law (See section 14411 et seq. Business and Professions Code) Publish: ES Mountain Views News DEC 28,2019 JAN 4, 11, 18, 2020 — [1132, 311, 1343, 515]
legal-notice: FICTITIOUS BUSINESS NAME STATEMENT File No. 2019326027 The following person(s) is (are) doing business as: GENERAL PARTNERSHIP 9909 CANOGA AVE, SUITE F, CHATSWORTH, CA 91311. Full name of registrant(s) is (are) GEORGE KURKCHIAN 9909 CANOGA AVE, SUITE F, CHATSWORTH, CA 91311, SOHAG PANDURANG KASHIKAR 9909 CANOGA AVE, SUITE F, CHATSWORTH, CA 91311. This Business is conducted by: GENERAL PARTNERSHIP. Signed: GEORGE KURKCHIAN, GENERAL PARTNER. This statement was filed with the County Clerk of Los Angeles County on 12/20/2019. The registrant(s) has (have) commenced to transact business under the fictitious business name or names listed above on N/A. NOTICE- This Fictitious Name Statement expires five years from the date it was filed in the office of the County Clerk. A new Fictitious Business Name Statement must be filed prior to that date. The filing of this statement does not of itself authorize the use in this state of a Fictitious Business Name in violation of the rights of another under Federal, State, or common law (See section 14411 et seq. Business and Professions Code) Publish: ES Mountain Views News DEC 28,2019 JAN 4, 11, 18, 2020 — [1132, 735, 1343, 959]
footer-fax: Fax: 626.609.3285 — [876, 2549, 1007, 2568]
notice-column-1 — [16, 100, 226, 2536]
footer-address: 80 W Sierra Madre Blvd., No. 327 Sierra Madre, Ca. 91024 — [222, 2549, 637, 2568]
legal-notice: FICTITIOUS BUSINESS NAME STATEMENT File No. 2019321692 The following person(s) is (are) doing business as: MAJESTIC STUDIO CITY 11640 VENTURA BLVD, STUDIO CITY, CA 91604, MAJESTIC BAKERY 11640 VENTURA BLVD, STUDIO CITY, CA 91604, RESTAURANT 11640 VENTURA BLVD, STUDIO CITY, CA 91604, CAFE EXPRESSO 11640 VENTURA BLVD, STUDIO CITY, CA 91604, EXPRESSO 11640 VENTURA BLVD, STUDIO CITY, CA 91604, CAFE 11640 VENTURA BLVD, STUDIO CITY, CA 91604, CHICKEN 11640 VENTURA BLVD, STUDIO CITY, CA 91604, CHICKEN MAJESTIC 11640 VENTURA BLVD, STUDIO CITY, CA 91604, CHICKEN SHACK 11640 VENTURA BLVD, STUDIO CITY, CA 91604, CHICKEN MAJESTIC 11640 VENTURA BLVD, STUDIO CITY, CA 91604, CHICKEN MAJESTIC 11640 VENTURA BLVD, STUDIO CITY, CA 91604, CHICKENTASTIC 11640 VENTURA BLVD, STUDIO CITY, CA 91604, KARAOKE BAR 11640 VENTURA BLVD, STUDIO CITY, CA 91604, KAYBEES 11640 VENTURA BLVD, STUDIO CITY, CA 91604, KB'S 11640 VENTURA BLVD, STUDIO CITY, CA 91604, NANDOS 11640 VENTURA BLVD, STUDIO CITY, CA 91604, PERI PERI 11640 VENTURA BLVD, STUDIO CITY, CA 91604, PERI MAJESTIC 11640 VENTURA BLVD, STUDIO CITY, CA 91604, ROASTERS 11640 VENTURA BLVD, STUDIO CITY, CA 91604, CAKE CRAFT 11640 VENTURA BLVD, STUDIO CITY, CA 91604, CAKE MAJESTIC 11640 VENTURA BLVD, STUDIO CITY, CA 91604, CHICKEN 11640 VENTURA BLVD, STUDIO CITY, CA 91604, BITE CHEF 11640 VENTURA BLVD, STUDIO CITY, CA 91604, FRESH 11640 VENTURA BLVD, STUDIO CITY, CA 91604, FRESH FOODS 11640 VENTURA BLVD, STUDIO CITY, CA 91604, THE KITCHEN 11640 VENTURA BLVD, STUDIO CITY, CA 91604, CHICKEN KITCHEN 11640 VENTURA BLVD, STUDIO CITY, CA 91604, ISSUE 11640 VENTURA BLVD, STUDIO CITY, CA 91604, DRINKS 11640 VENTURA BLVD, STUDIO CITY, CA 91604, DINO'S DINER 11640 VENTURA BLVD, STUDIO CITY, CA 91604, JUICE MAJESTIC 11640 VENTURA BLVD, STUDIO CITY, CA 91604, EIGHT BITES 11640 VENTURA BLVD, STUDIO CITY, CA 91604, MAJESTIC BEVERAGES 11640 VENTURA BLVD, STUDIO CITY, CA 91604, CLUCKALICIOUS 11640 VENTURA BLVD, STUDIO CITY, CA 91604, CLUCKAZAT 11640 VENTURA BLVD, STUDIO CITY, CA 91604, ARDONA GRILL 11640 VENTURA BLVD, STUDIO CITY, CA 91604, MAJESTIC DRINKS 11640 VENTURA BLVD, STUDIO CITY, CA 91604, MAJESTIC LABS 11640 VENTURA BLVD, STUDIO CITY, CA 91604, MAJESTIC LABS 11640 VENTURA BLVD, STUDIO CITY, CA 91604. — [1132, 1333, 1343, 1838]
legal-notice: FICTITIOUS BUSINESS NAME STATEMENT File No. 2019-325520 The following person(s) is (are) doing business as: K-KICK. 5622 LOMA AVE, TEMPLE CITY, CA 91780. Full name of registrant(s) is (are) KAREEM MAHMOUD SAMY YOUSEF, 5624 LOMA AVE, TEMPLE CITY, CA 91780. This Business is conducted by: AN INDIVIDUAL. Signed: KAREEM MAHMOUD SAMY YOUSEF. This statement was filed with the County Clerk of Los Angeles County on 12/19/19. The registrant(s) has (have) commenced to transact business under the fictitious business name or names listed above on 11/2019. NOTICE- This Fictitious Name Statement expires five years from the date it was filed in the office of the County Clerk. A new Fictitious Business Name Statement must be filed prior to that date. The filing of this statement does not of itself authorize the use in this state of a Fictitious Business Name in violation of the rights of another under Federal, State, or common law (See section 14411 et seq. Business and Professions Code)Publish: Mountain Views News Dates Pub: DEC 28, 2019 JAN. 04, 11, 18, 2020 — [462, 234, 673, 429]
legal-notice: FICTITIOUS BUSINESS NAME STATEMENT File No. 2019-325822 The following person(s) is (are) doing business as: PHEASANTS METALS. 401 SOUTH HILL STREET SUITE 443, LOS ANGELES, CA 90013. Full name of registrant(s) is (are) PHEASANTS METALS LLC, 401 SOUTH HILL ST SUITE 443, LOS ANGELES, CA 90013. This Business is conducted by: A LIMITED LIABILITY COMPANY. Signed: MORYIAH DIZNETH. This statement was filed with the County Clerk of Los Angeles County on 12/19/19. The registrant(s) has (have) commenced to transact business under the fictitious business name or names listed above on 08/2018. NOTICE- This Fictitious Name Statement expires five years from the date it was filed in the office of the County Clerk. A new Fictitious Business Name Statement must be filed prior to that date. The filing of this statement does not of itself authorize the use in this state of a Fictitious Business Name in violation of the rights of another under Federal, State, or common law (See section 14411 et seq. Business and Professions Code)Publish: Mountain Views News Dates Pub: DEC 28, 2019 JAN. 04, 11, 18, 2020 — [462, 1747, 673, 1951]
legal-notice: FICTITIOUS BUSINESS NAME STATEMENT File No. 2019327862 The following person(s) is (are) doing business as: MAZ MECHANICAL SERVICES 11254 KESWICK ST, SUN VALLEY, CA 91352. Full name of registrant(s) is (are) MKRTICH PILEJIAN 11254 KESWICK ST, SUN VALLEY, CA 91352. This Business is conducted by: INDIVIDUAL. Signed: MKRTICH PILEJIAN, OWNER. This statement was filed with the County Clerk of Los Angeles County on 12/23/2019. The registrant(s) has (have) commenced to transact business under the fictitious business name or names listed above on N/A. NOTICE- This Fictitious Name Statement expires five years from the date it was filed in the office of the County Clerk. A new Fictitious Business Name Statement must be filed prior to that date. The filing of this statement does not of itself authorize the use in this state of a Fictitious Business Name in violation of the rights of another under Federal, State, or common law (See section 14411 et seq. Business and Professions Code) Publish: ES Mountain Views News DEC 28,2019 JAN 4, 11, 18, 2020 — [908, 504, 1119, 698]
notice-columns — [16, 100, 1342, 2536]
legal-notice: FICTITIOUS BUSINESS NAME STATEMENT File No. 2019-321557 The following person(s) is (are) doing business as: JL SERVICES. 9632 PARAMOUNT BLVD, DOWNEY, CA 90240. Full name of registrant(s) is (are) LIDIA PEREZ, 9632 PARAMOUNT BLVD, DOWNEY, CA 90240. This Business is conducted by: AN INDIVIDUAL. Signed: LIDIA PEREZ. This statement was filed with the County Clerk of Los Angeles County on 12/16/19. The registrant(s) has (have) commenced to transact business under the fictitious business name or names listed above on N/A. NOTICE- This Fictitious Name Statement expires five years from the date it was filed in the office of the County Clerk. A new Fictitious Business Name Statement must be filed prior to that date. The filing of this statement does not of itself authorize the use in this state of a Fictitious Business Name in violation of the rights of another under Federal, State, or common law (See section 14411 et seq. Business and Professions Code)Publish: Mountain Views News Dates Pub: DEC 28, 2019 JAN. 04, 11, 18, 2020 — [462, 1958, 673, 2153]
legal-notice: FICTITIOUS BUSINESS NAME STATEMENT File No. 2019-324520 The following person(s) is (are) doing business as: TRANSFORMATION 2020. TRANSFORMATION 2020. TRANSFORMACION 101. 3721 LONG BEACH BLVD STE #305, LONG BEACH, CA 90807. Full name of registrant(s) is (are) MARIA ISABEL BARRERA, 3721 LONG BEACH BLVD STE #305, LONG BEACH, CA 90810. This Business is conducted by: AN INDIVIDUAL. Signed: MARIA BARRERA. This statement was filed with the County Clerk of Los Angeles County on 12/18/19. The registrant(s) has (have) commenced to transact business under the fictitious business name or names listed above on N/A. NOTICE- This Fictitious Name Statement expires five years from the date it was filed in the office of the County Clerk. A new Fictitious Business Name Statement must be filed prior to that date. The filing of this statement does not of itself authorize the use in this state of a Fictitious Business Name in violation of the rights of another under Federal, State, or common law (See section 14411 et seq. Business and Professions Code)Publish: Mountain Views News Dates Pub: DEC 28, 2019 JAN. 04, 11, 18, 2020 — [686, 1120, 896, 1334]
legal-notice: business under the fictitious business name or names listed above on N/A. NOTICE- This Fictitious Name Statement expires five years from the date it was filed in the office of the County Clerk. A new Fictitious Business Name Statement must be filed prior to that date. The filing of this statement does not of itself authorize the use in this state of a Fictitious Business Name in violation of the rights of another under Federal, State, or common law (See section 14411 et seq. Business and Professions Code) Publish: ED Mountain Views News Jan 4, 11, 18, 25, 2020 — [16, 100, 226, 197]
legal-notice: FICTITIOUS BUSINESS NAME STATEMENT File No. 2019327860 The following person(s) is (are) doing business as: QUALITY AUTO REPAIR 10700 SHOWPEN ST, NORTH HOLLYWOOD, CA 91605. QUALITY GAS STATION 10700 SHOWPEN ST, NORTH HOLLYWOOD, CA 91605. Full name of registrant(s) is (are) SARKIS KRIKORIAN 10700 SHOWPEN ST, NORTH HOLLYWOOD, CA 91605. This Business is conducted by: INDIVIDUAL. Signed: SARKIS KRIKORIAN, OWNER. This statement was filed with the County Clerk of Los Angeles County on 12/23/2019. The registrant(s) has (have) commenced to transact business under the fictitious business name or names listed above on N/A. NOTICE- This Fictitious Name Statement expires five years from the date it was filed in the office of the County Clerk. A new Fictitious Business Name Statement must be filed prior to that date. The filing of this statement does not of itself authorize the use in this state of a Fictitious Business Name in violation of the rights of another under Federal, State, or common law (See section 14411 et seq. Business and Professions Code) Publish: ES Mountain Views News DEC 28,2019 JAN 4, 11, 18, 2020 — [908, 1737, 1119, 1951]
